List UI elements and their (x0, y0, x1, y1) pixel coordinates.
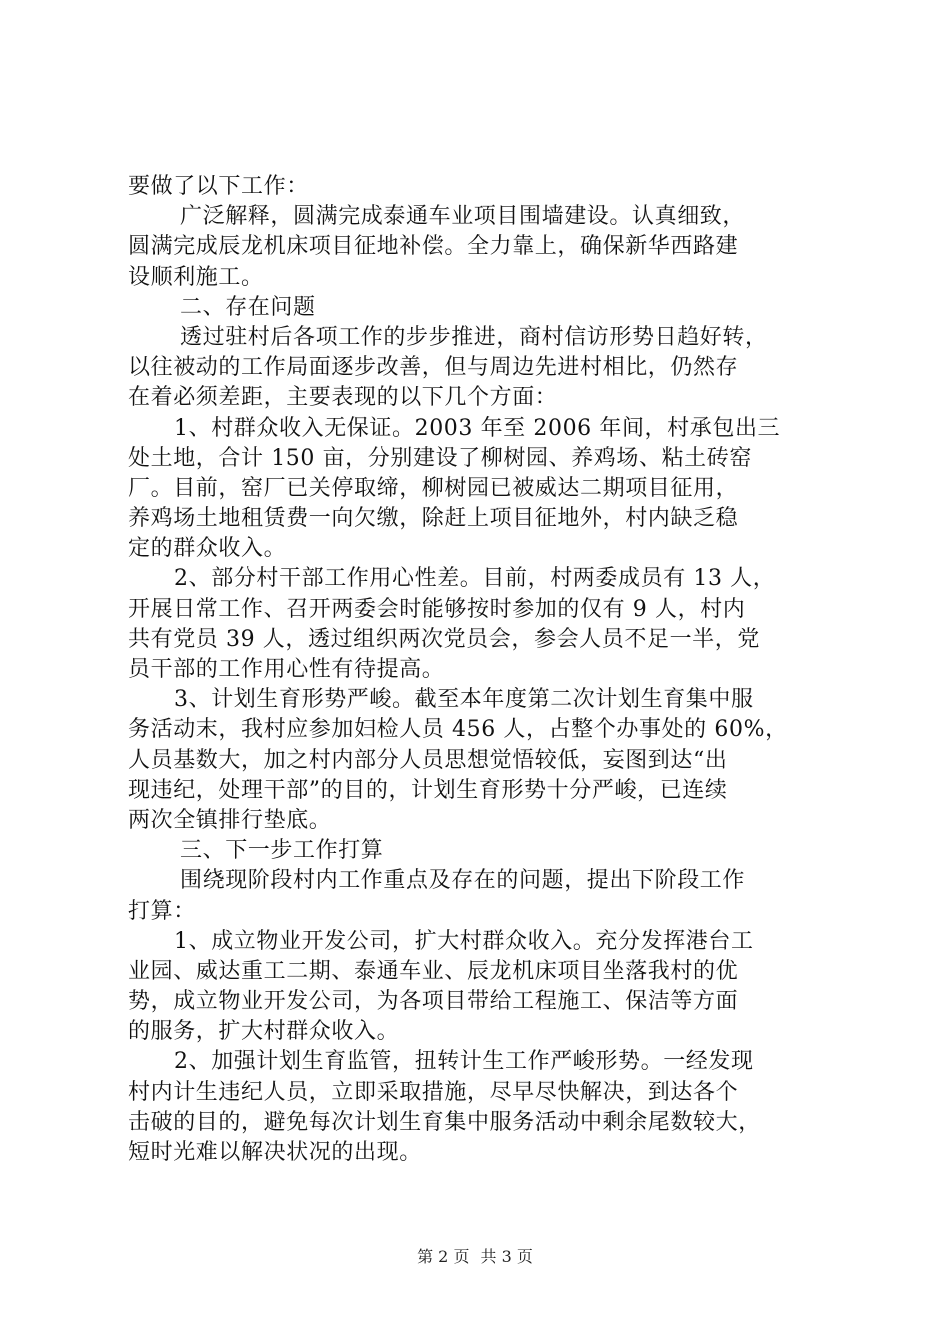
text-line: 3、计划生育形势严峻。截至本年度第二次计划生育集中服 (174, 687, 754, 713)
page-total: 共 3 页 (480, 1247, 533, 1266)
text-line: 养鸡场土地租赁费一向欠缴，除赶上项目征地外，村内缺乏稳 (128, 506, 739, 532)
text-line: 共有党员 39 人，透过组织两次党员会，参会人员不足一半，党 (128, 626, 760, 652)
text-line: 击破的目的，避免每次计划生育集中服务活动中剩余尾数较大， (128, 1109, 761, 1135)
text-line: 员干部的工作用心性有待提高。 (128, 657, 445, 682)
text-line: 务活动末，我村应参加妇检人员 456 人，占整个办事处的 60%， (128, 717, 788, 743)
section-heading: 三、下一步工作打算 (180, 838, 384, 864)
text-line: 透过驻村后各项工作的步步推进，商村信访形势日趋好转， (180, 324, 768, 350)
text-line: 两次全镇排行垫底。 (128, 807, 332, 833)
text-line: 在着必须差距，主要表现的以下几个方面： (128, 385, 558, 411)
text-line: 以往被动的工作局面逐步改善，但与周边先进村相比，仍然存 (128, 355, 739, 381)
text-line: 1、村群众收入无保证。2003 年至 2006 年间，村承包出三 (174, 415, 781, 441)
text-line: 2、部分村干部工作用心性差。目前，村两委成员有 13 人， (174, 566, 776, 592)
text-line: 广泛解释，圆满完成泰通车业项目围墙建设。认真细致， (180, 204, 746, 230)
text-line: 设顺利施工。 (128, 264, 264, 290)
text-line: 势，成立物业开发公司，为各项目带给工程施工、保洁等方面 (128, 989, 739, 1015)
text-line: 的服务，扩大村群众收入。 (128, 1019, 400, 1045)
page-number: 第 2 页 (417, 1247, 470, 1266)
text-line: 厂。目前，窑厂已关停取缔，柳树园已被威达二期项目征用， (128, 475, 739, 501)
text-line: 要做了以下工作： (128, 174, 309, 199)
page-footer (0, 1247, 950, 1267)
text-line: 业园、威达重工二期、泰通车业、辰龙机床项目坐落我村的优 (128, 958, 739, 984)
text-line: 圆满完成辰龙机床项目征地补偿。全力靠上，确保新华西路建 (128, 234, 739, 260)
text-line: 村内计生违纪人员，立即采取措施，尽早尽快解决，到达各个 (128, 1079, 739, 1105)
text-line: 短时光难以解决状况的出现。 (128, 1140, 422, 1165)
text-line: 定的群众收入。 (128, 536, 287, 562)
text-line: 处土地，合计 150 亩，分别建设了柳树园、养鸡场、粘土砖窑 (128, 445, 752, 471)
text-line: 1、成立物业开发公司，扩大村群众收入。充分发挥港台工 (174, 928, 754, 954)
text-line: 2、加强计划生育监管，扭转计生工作严峻形势。一经发现 (174, 1049, 754, 1075)
section-heading: 二、存在问题 (180, 294, 316, 320)
text-line: 打算： (128, 898, 196, 924)
text-line: 现违纪，处理干部”的目的，计划生育形势十分严峻，已连续 (128, 777, 728, 803)
document-body (128, 172, 828, 1168)
text-line: 围绕现阶段村内工作重点及存在的问题，提出下阶段工作 (180, 868, 746, 894)
text-line: 开展日常工作、召开两委会时能够按时参加的仅有 9 人，村内 (128, 596, 746, 622)
text-line: 人员基数大，加之村内部分人员思想觉悟较低，妄图到达“出 (128, 747, 728, 773)
